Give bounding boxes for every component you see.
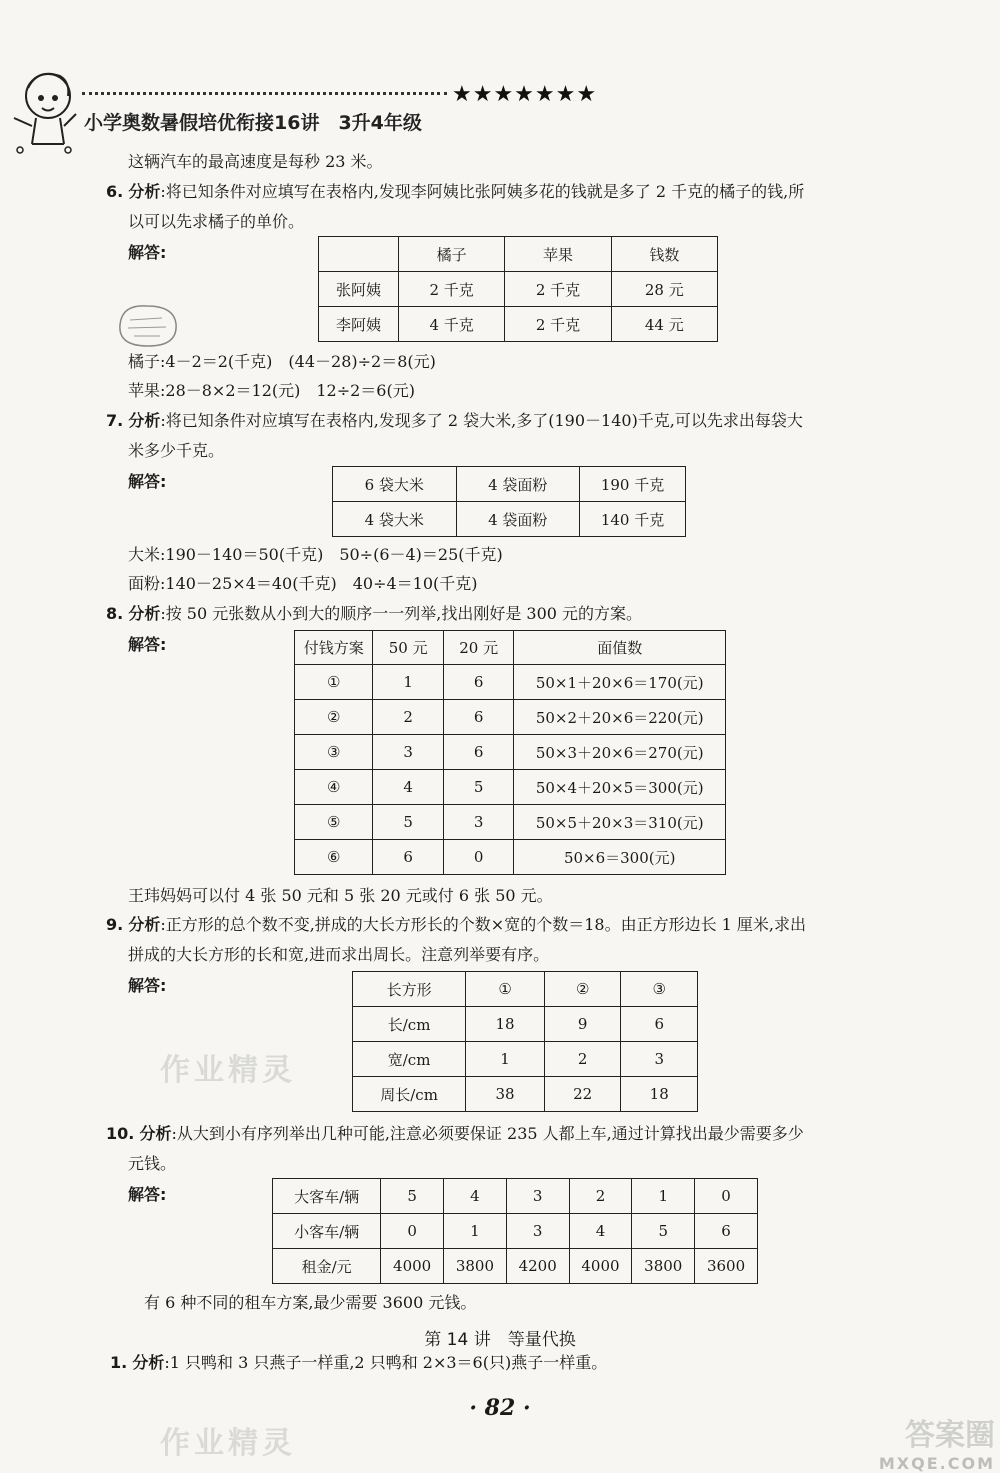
- table-cell: 4 袋面粉: [456, 502, 580, 537]
- table-cell: 50×2＋20×6＝220(元): [514, 700, 726, 735]
- analysis-text: :正方形的总个数不变,拼成的大长方形长的个数×宽的个数＝18。由正方形边长 1 厘米,求出: [160, 915, 807, 934]
- table-q9: [352, 971, 698, 1112]
- table-cell: 2 千克: [505, 272, 611, 307]
- answer-label: 解答:: [128, 243, 167, 262]
- analysis-label: 分析: [139, 1124, 172, 1143]
- question-number: 9.: [106, 915, 124, 934]
- answer-label: 解答:: [128, 976, 167, 995]
- table-cell: 2: [373, 700, 444, 735]
- table-cell: ②: [295, 700, 373, 735]
- table-cell: 0: [443, 840, 514, 875]
- question-10-analysis: [106, 1122, 804, 1146]
- table-cell: 140 千克: [580, 502, 686, 537]
- table-cell: 钱数: [611, 237, 717, 272]
- table-cell: ①: [466, 972, 545, 1007]
- table-cell: ⑥: [295, 840, 373, 875]
- header-title: 小学奥数暑假培优衔接16讲 3升4年级: [84, 112, 422, 134]
- text-line: 这辆汽车的最高速度是每秒 23 米。: [128, 152, 383, 171]
- table-cell: 0: [381, 1214, 444, 1249]
- table-cell: 28 元: [611, 272, 717, 307]
- site-url-text: MXQE.COM: [878, 1454, 995, 1473]
- table-cell: 1: [632, 1179, 695, 1214]
- table-cell: 1: [373, 665, 444, 700]
- table-cell: 5: [381, 1179, 444, 1214]
- table-cell: 1: [444, 1214, 507, 1249]
- question-number: 1.: [110, 1353, 128, 1372]
- table-cell: 50 元: [373, 631, 444, 665]
- table-cell: 6: [621, 1007, 698, 1042]
- table-cell: 4: [569, 1214, 632, 1249]
- table-cell: ⑤: [295, 805, 373, 840]
- header-stars: ★★★★★★★: [452, 82, 598, 107]
- site-logo-text: 答案圈: [905, 1418, 995, 1453]
- question-9-analysis: [106, 913, 806, 937]
- table-cell: 3800: [632, 1249, 695, 1284]
- analysis-label: 分析: [128, 604, 161, 623]
- header-dotted-rule: [82, 92, 447, 95]
- table-cell: 3800: [444, 1249, 507, 1284]
- table-cell: 面值数: [514, 631, 726, 665]
- analysis-label: 分析: [128, 411, 161, 430]
- table-cell: 苹果: [505, 237, 611, 272]
- table-cell: 44 元: [611, 307, 717, 342]
- table-cell: 22: [544, 1077, 621, 1112]
- table-cell: ②: [544, 972, 621, 1007]
- text-line: 有 6 种不同的租车方案,最少需要 3600 元钱。: [144, 1293, 477, 1312]
- table-cell: 橘子: [399, 237, 505, 272]
- analysis-label: 分析: [132, 1353, 165, 1372]
- table-cell: 付钱方案: [295, 631, 373, 665]
- table-cell: [319, 237, 399, 272]
- text-line: 元钱。: [128, 1154, 177, 1173]
- table-cell: 4: [373, 770, 444, 805]
- table-cell: 6: [443, 665, 514, 700]
- table-cell: 3: [621, 1042, 698, 1077]
- table-q10: [272, 1178, 758, 1284]
- table-cell: 5: [443, 770, 514, 805]
- table-cell: 38: [466, 1077, 545, 1112]
- table-cell: 李阿姨: [319, 307, 399, 342]
- table-cell: 18: [466, 1007, 545, 1042]
- table-cell: 4 袋面粉: [456, 467, 580, 502]
- table-cell: 长/cm: [353, 1007, 466, 1042]
- text-line: 面粉:140－25×4＝40(千克) 40÷4＝10(千克): [128, 574, 478, 593]
- question-8-analysis: [106, 602, 642, 626]
- table-cell: 5: [632, 1214, 695, 1249]
- table-cell: 4000: [569, 1249, 632, 1284]
- table-cell: ①: [295, 665, 373, 700]
- table-cell: 宽/cm: [353, 1042, 466, 1077]
- text-line: 苹果:28－8×2＝12(元) 12÷2＝6(元): [128, 381, 415, 400]
- question-6-analysis: [106, 180, 804, 204]
- table-cell: 4 袋大米: [333, 502, 457, 537]
- table-cell: 5: [373, 805, 444, 840]
- table-cell: 3: [443, 805, 514, 840]
- section-question-1: [110, 1351, 607, 1375]
- table-cell: 9: [544, 1007, 621, 1042]
- site-watermark: [820, 1410, 995, 1473]
- analysis-text: :将已知条件对应填写在表格内,发现李阿姨比张阿姨多花的钱就是多了 2 千克的橘子的钱,所: [160, 182, 805, 201]
- table-cell: 6 袋大米: [333, 467, 457, 502]
- analysis-label: 分析: [128, 915, 161, 934]
- text-line: 大米:190－140＝50(千克) 50÷(6－4)＝25(千克): [128, 545, 503, 564]
- table-cell: 50×3＋20×6＝270(元): [514, 735, 726, 770]
- table-cell: 6: [373, 840, 444, 875]
- table-cell: 2 千克: [399, 272, 505, 307]
- page-number: · 82 ·: [469, 1395, 531, 1421]
- table-cell: 2: [569, 1179, 632, 1214]
- table-cell: 6: [443, 700, 514, 735]
- table-cell: 190 千克: [580, 467, 686, 502]
- text-line: 拼成的大长方形的长和宽,进而求出周长。注意列举要有序。: [128, 945, 550, 964]
- table-cell: 50×4＋20×5＝300(元): [514, 770, 726, 805]
- table-cell: ④: [295, 770, 373, 805]
- text-line: 以可以先求橘子的单价。: [128, 212, 305, 231]
- table-cell: 3: [373, 735, 444, 770]
- table-cell: 2: [544, 1042, 621, 1077]
- answer-label: 解答:: [128, 472, 167, 491]
- table-cell: 小客车/辆: [273, 1214, 381, 1249]
- analysis-label: 分析: [128, 182, 161, 201]
- section-title: 第 14 讲 等量代换: [424, 1330, 576, 1350]
- table-cell: 大客车/辆: [273, 1179, 381, 1214]
- answer-label: 解答:: [128, 1185, 167, 1204]
- table-cell: 2 千克: [505, 307, 611, 342]
- table-q7: [332, 466, 686, 537]
- table-cell: 6: [695, 1214, 758, 1249]
- table-cell: 4: [444, 1179, 507, 1214]
- table-cell: 4000: [381, 1249, 444, 1284]
- table-q8: [294, 630, 726, 875]
- table-q6: [318, 236, 718, 342]
- question-number: 10.: [106, 1124, 135, 1143]
- answer-label: 解答:: [128, 635, 167, 654]
- table-cell: 1: [466, 1042, 545, 1077]
- question-number: 6.: [106, 182, 124, 201]
- question-7-analysis: [106, 409, 803, 433]
- table-cell: 18: [621, 1077, 698, 1112]
- analysis-text: :按 50 元张数从小到大的顺序一一列举,找出刚好是 300 元的方案。: [160, 604, 643, 623]
- table-cell: 50×6＝300(元): [514, 840, 726, 875]
- table-cell: 50×1＋20×6＝170(元): [514, 665, 726, 700]
- text-line: 米多少千克。: [128, 441, 225, 460]
- analysis-text: :1 只鸭和 3 只燕子一样重,2 只鸭和 2×3＝6(只)燕子一样重。: [164, 1353, 608, 1372]
- question-number: 8.: [106, 604, 124, 623]
- question-number: 7.: [106, 411, 124, 430]
- table-cell: 4 千克: [399, 307, 505, 342]
- watermark-text: 作业精灵: [160, 1053, 296, 1088]
- analysis-text: :将已知条件对应填写在表格内,发现多了 2 袋大米,多了(190－140)千克,可以先求出每袋大: [160, 411, 803, 430]
- table-cell: 0: [695, 1179, 758, 1214]
- stamp-mark: [112, 300, 182, 350]
- table-cell: ③: [621, 972, 698, 1007]
- table-cell: 3: [506, 1214, 569, 1249]
- table-cell: 3600: [695, 1249, 758, 1284]
- text-line: 橘子:4－2＝2(千克) (44－28)÷2＝8(元): [128, 352, 436, 371]
- mascot-illustration: [8, 66, 80, 158]
- watermark-text: 作业精灵: [160, 1426, 296, 1461]
- table-cell: ③: [295, 735, 373, 770]
- table-cell: 50×5＋20×3＝310(元): [514, 805, 726, 840]
- table-cell: 张阿姨: [319, 272, 399, 307]
- table-cell: 6: [443, 735, 514, 770]
- table-cell: 长方形: [353, 972, 466, 1007]
- table-cell: 周长/cm: [353, 1077, 466, 1112]
- table-cell: 3: [506, 1179, 569, 1214]
- text-line: 王玮妈妈可以付 4 张 50 元和 5 张 20 元或付 6 张 50 元。: [128, 886, 553, 905]
- table-cell: 20 元: [443, 631, 514, 665]
- analysis-text: :从大到小有序列举出几种可能,注意必须要保证 235 人都上车,通过计算找出最少需要多少: [171, 1124, 804, 1143]
- table-cell: 租金/元: [273, 1249, 381, 1284]
- table-cell: 4200: [506, 1249, 569, 1284]
